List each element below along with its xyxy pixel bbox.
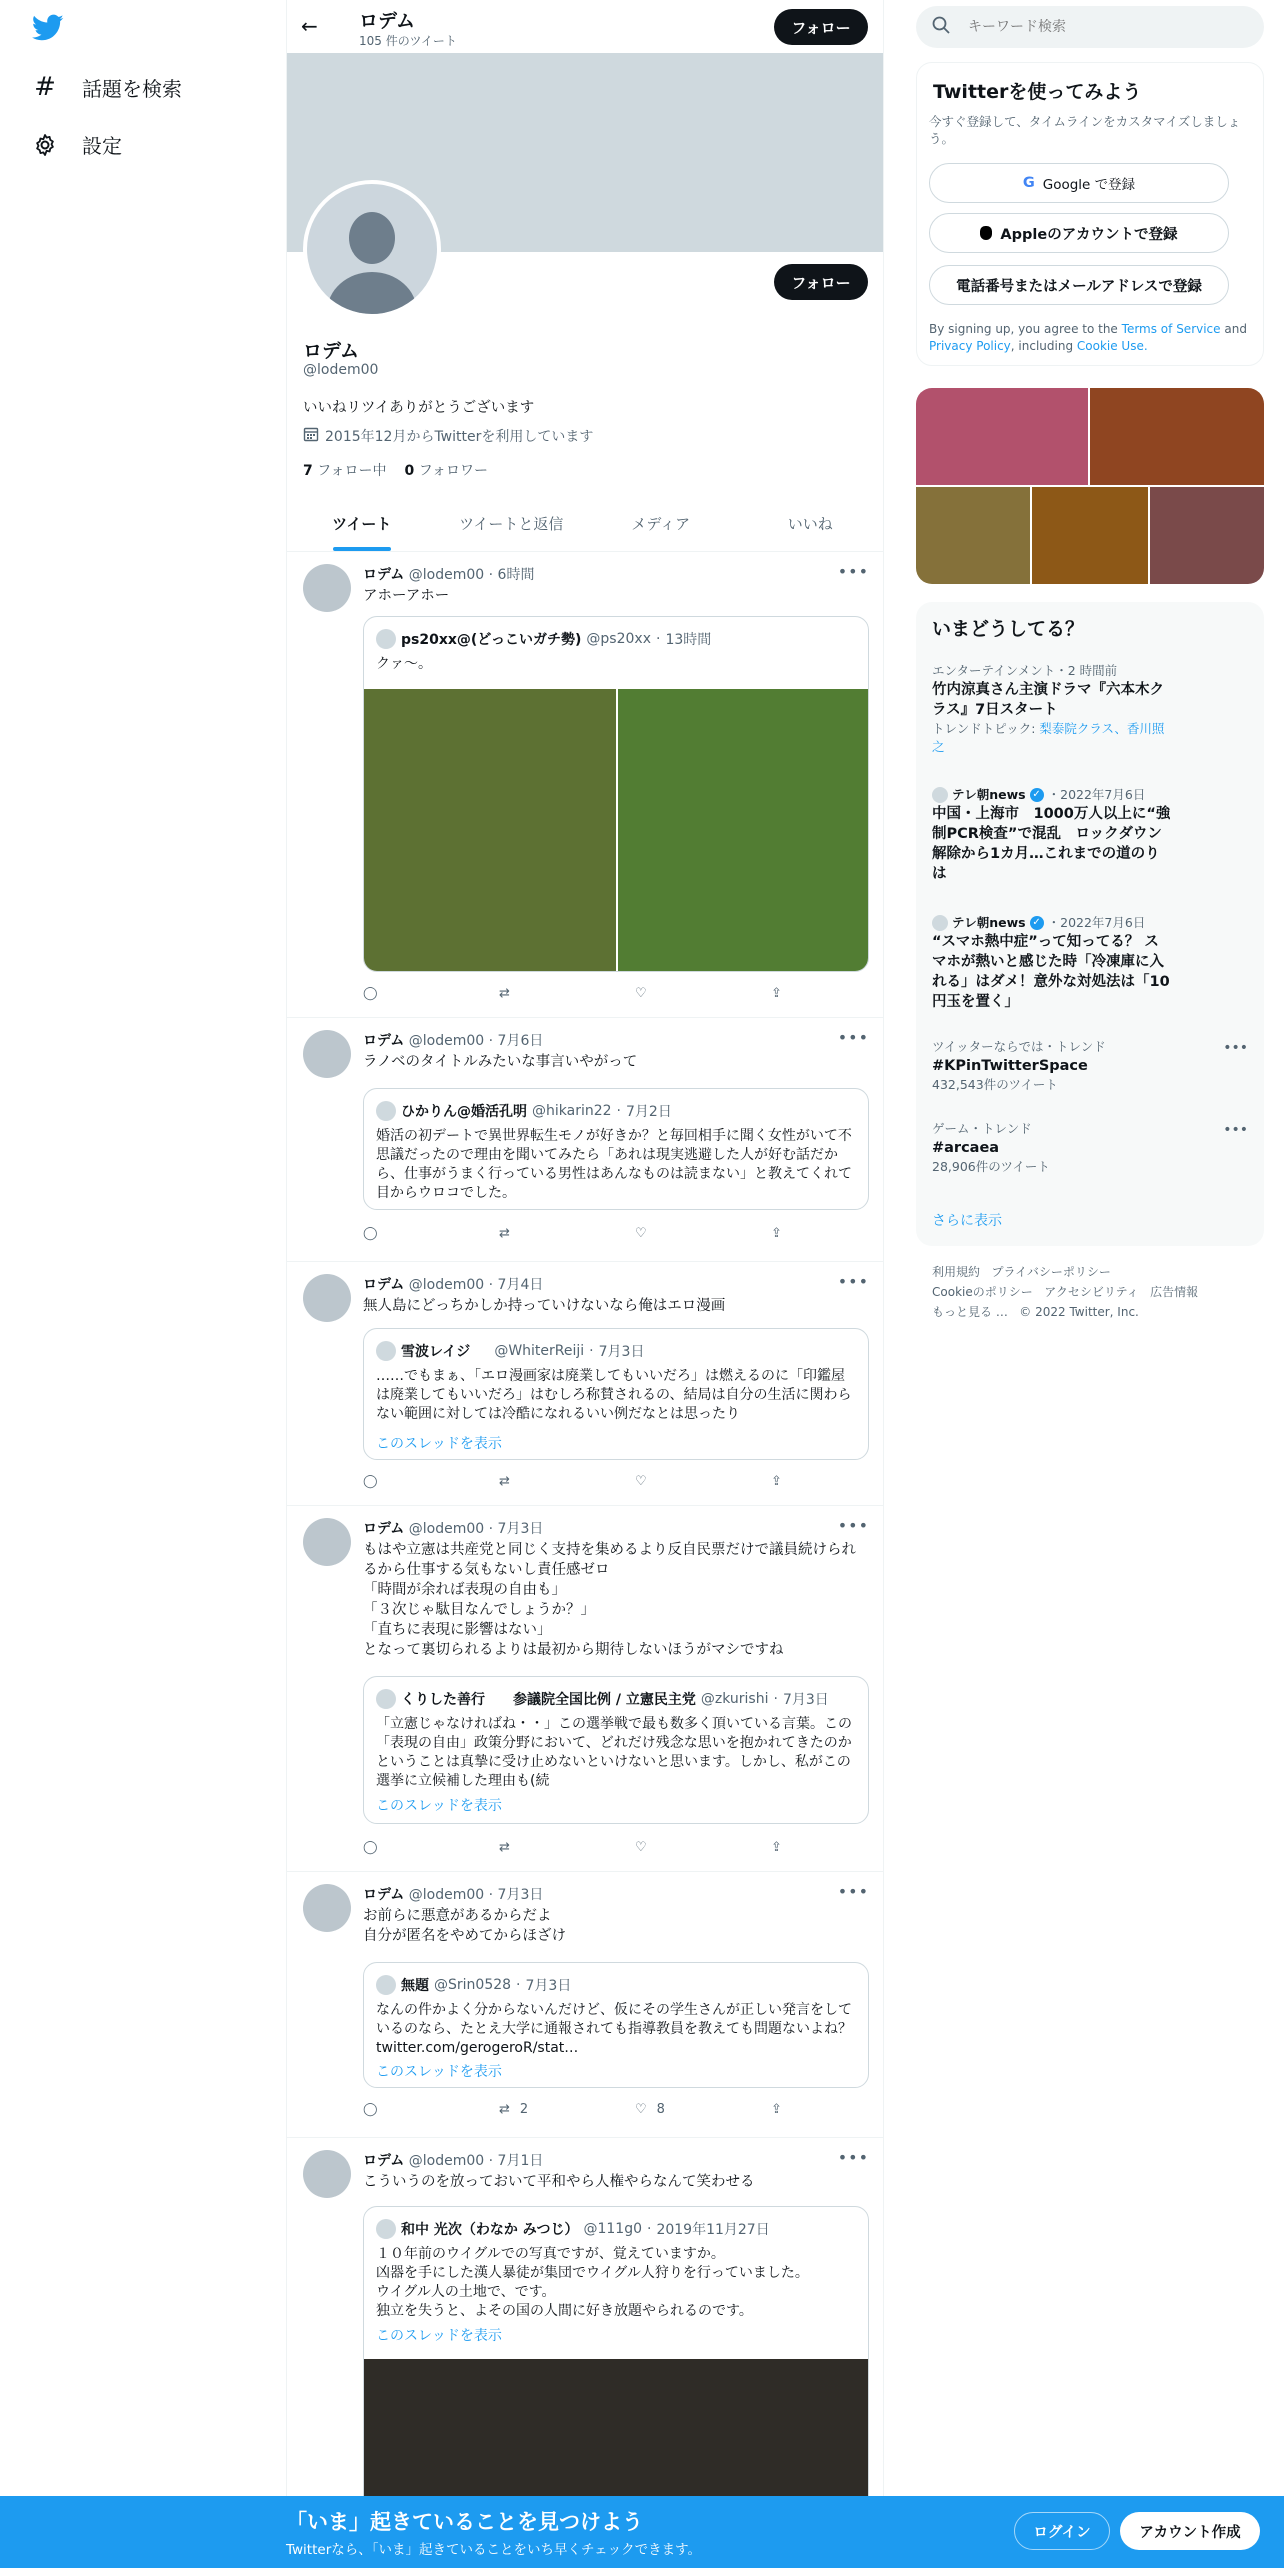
- google-icon: G: [1022, 175, 1035, 191]
- like-button[interactable]: [635, 2102, 665, 2117]
- signup-card: [916, 62, 1264, 366]
- trend-date: ・2022年7月6日: [1047, 787, 1146, 802]
- quote-author-handle: @WhiterReiji: [494, 1343, 585, 1359]
- tweet-author-name[interactable]: ロデム: [363, 1033, 405, 1049]
- reply-button[interactable]: [363, 1226, 378, 1241]
- search-input[interactable]: [968, 19, 1218, 35]
- followers-label: フォロワー: [418, 463, 489, 479]
- profile-handle: @lodem00: [303, 362, 379, 378]
- tab-tweets[interactable]: ツイート: [287, 496, 437, 551]
- show-thread-link[interactable]: このスレッドを表示: [376, 2328, 502, 2344]
- profile-follow-stats: [303, 460, 488, 480]
- share-icon: ⇪: [771, 2102, 782, 2117]
- reply-button[interactable]: [363, 1840, 378, 1855]
- quote-header: 雪波レイジ @WhiterReiji · 7月3日: [376, 1341, 644, 1361]
- profile-header: [287, 0, 884, 53]
- apple-signup-button[interactable]: [929, 213, 1229, 253]
- reply-button[interactable]: [363, 2102, 378, 2117]
- login-button[interactable]: ログイン: [1014, 2512, 1110, 2550]
- trend-category: ツイッターならでは・トレンド: [932, 1039, 1106, 1054]
- tweet[interactable]: [287, 552, 884, 1018]
- quote-author-name: ひかりん@婚活孔明: [401, 1104, 527, 1120]
- tweet-author-handle: @lodem00: [408, 567, 485, 583]
- tweet-author-handle: @lodem00: [408, 1887, 485, 1903]
- share-button[interactable]: [771, 1474, 782, 1489]
- quote-tweet[interactable]: [363, 1962, 869, 2088]
- profile-column: [286, 0, 884, 2568]
- reply-button[interactable]: [363, 1474, 378, 1489]
- tweet-header: ロデム @lodem00 · 7月3日: [363, 1521, 544, 1537]
- trend-title: 竹内涼真さん主演ドラマ『六本木クラス』7日スタート: [932, 682, 1164, 718]
- hashtag-icon: #: [34, 72, 56, 102]
- share-button[interactable]: [771, 2102, 782, 2117]
- quote-author-handle: @111g0: [583, 2221, 642, 2237]
- heart-icon: ♡: [635, 2102, 647, 2117]
- reply-icon: ◯: [363, 1226, 378, 1241]
- trend-topic-prefix: トレンドトピック:: [932, 721, 1040, 736]
- retweet-icon: ⇄: [499, 2102, 510, 2117]
- show-more-link[interactable]: さらに表示: [932, 1213, 1002, 1229]
- avatar: [376, 1341, 396, 1361]
- footer-more-link[interactable]: もっと見る …: [932, 1305, 1008, 1319]
- quote-author-name: 和中 光次（わなか みつじ）: [401, 2222, 579, 2238]
- following-stat[interactable]: [303, 460, 387, 480]
- phone-email-signup-button[interactable]: [929, 265, 1229, 305]
- share-icon: ⇪: [771, 1226, 782, 1241]
- retweet-button[interactable]: [499, 986, 510, 1001]
- heart-icon: ♡: [635, 1840, 647, 1855]
- quote-text: 「立憲じゃなければね・・」この選挙戦で最も数多く頂いている言葉。この「表現の自由」政策分野において、どれだけ残念な思いを抱かれてきたのかということは真摯に受け止めないといけないと思います。しかし、私がこの選挙に立候補した理由も(続: [376, 1716, 852, 1789]
- retweet-icon: ⇄: [499, 1840, 510, 1855]
- profile-joined-text: 2015年12月からTwitterを利用しています: [325, 429, 594, 445]
- quote-author-handle: @zkurishi: [700, 1691, 769, 1707]
- quote-author-name: 無題: [401, 1978, 429, 1994]
- media-grid: [916, 388, 1264, 584]
- nav-settings-label: 設定: [82, 134, 122, 158]
- trend-title: #arcaea: [932, 1140, 1000, 1156]
- tweet-time[interactable]: 7月3日: [497, 1887, 544, 1903]
- retweet-icon: ⇄: [499, 986, 510, 1001]
- footer-links: [932, 1262, 1252, 1322]
- like-button[interactable]: [635, 986, 647, 1001]
- tweet-actions: [363, 2102, 803, 2122]
- search-icon: [932, 16, 950, 38]
- signup-title: Twitterを使ってみよう: [933, 81, 1142, 103]
- calendar-icon: [303, 426, 319, 446]
- quote-tweet[interactable]: [363, 1328, 869, 1460]
- more-icon[interactable]: •••: [837, 1028, 869, 1047]
- quote-author-handle: @ps20xx: [586, 631, 651, 647]
- terms-and: and: [1224, 322, 1247, 336]
- quote-text: ……でもまぁ、「エロ漫画家は廃業してもいいだろ」は燃えるのに「印鑑屋は廃業してもいいだろ」はむしろ称賛されるの、結局は自分の生活に関わらない範囲に対しては冷酷になれるいい例だなとは思ったり: [376, 1368, 852, 1422]
- retweet-button[interactable]: [499, 1226, 510, 1241]
- retweet-icon: ⇄: [499, 1226, 510, 1241]
- trend-item[interactable]: [932, 1120, 1248, 1176]
- quote-header: ps20xx@(どっこいガチ勢) @ps20xx · 13時間: [376, 629, 711, 649]
- tab-tweets-replies[interactable]: ツイートと返信: [459, 515, 564, 533]
- trends-card: [916, 602, 1264, 1246]
- avatar[interactable]: [303, 1274, 351, 1322]
- tweet-header: ロデム @lodem00 · 7月6日: [363, 1033, 544, 1049]
- heart-icon: ♡: [635, 1226, 647, 1241]
- signup-terms: [929, 321, 1253, 355]
- tweet-header: ロデム @lodem00 · 7月1日: [363, 2153, 544, 2169]
- reply-icon: ◯: [363, 1840, 378, 1855]
- trend-title: “スマホ熱中症”って知ってる？ スマホが熱いと感じた時「冷凍庫に入れる」はダメ！意外な対処法は「10円玉を置く」: [932, 934, 1170, 1010]
- quote-text: なんの件かよく分からないんだけど、仮にその学生さんが正しい発言をしているのなら、たとえ大学に通報されても指導教員を教えても問題ないよね？ twitter.com/gerogeroR/stat…: [376, 2002, 852, 2056]
- create-account-button[interactable]: アカウント作成: [1120, 2512, 1260, 2550]
- quote-tweet[interactable]: [363, 1088, 869, 1210]
- footer-link[interactable]: アクセシビリティ: [1044, 1285, 1139, 1299]
- heart-icon: ♡: [635, 986, 647, 1001]
- trend-category: エンターテインメント・2 時間前: [932, 663, 1118, 678]
- search-box[interactable]: [916, 6, 1264, 48]
- avatar[interactable]: [303, 1518, 351, 1566]
- tweet-text: お前らに悪意があるからだよ 自分が匿名をやめてからほざけ: [363, 1908, 566, 1944]
- share-icon: ⇪: [771, 986, 782, 1001]
- more-icon[interactable]: •••: [1223, 1122, 1248, 1138]
- tweet-text: ラノベのタイトルみたいな事言いやがって: [363, 1054, 638, 1070]
- tweet[interactable]: [287, 1872, 884, 2138]
- tweet-author-name[interactable]: ロデム: [363, 1521, 405, 1537]
- like-button[interactable]: [635, 1474, 647, 1489]
- apple-signup-label: Appleのアカウントで登録: [1000, 226, 1178, 243]
- tweet-actions: [363, 1840, 803, 1860]
- nav-settings[interactable]: [30, 130, 122, 159]
- twitter-logo-icon[interactable]: [32, 14, 64, 42]
- trend-source-name: テレ朝news: [952, 787, 1026, 802]
- quote-header: 和中 光次（わなか みつじ） @111g0 · 2019年11月27日: [376, 2219, 770, 2239]
- more-icon[interactable]: •••: [837, 2148, 869, 2167]
- tweet-author-handle: @lodem00: [408, 2153, 485, 2169]
- back-arrow-icon[interactable]: ←: [301, 14, 318, 38]
- tweet-text: アホーアホー: [363, 588, 450, 604]
- tweet[interactable]: [287, 1262, 884, 1506]
- apple-icon: [980, 226, 992, 240]
- tab-media[interactable]: メディア: [631, 515, 691, 533]
- quote-time: 7月3日: [525, 1978, 572, 1994]
- quote-text: 婚活の初デートで異世界転生モノが好きか？と毎回相手に聞く女性がいて不思議だったので理由を聞いてみたら「あれは現実逃避した人が好む話だから、仕事がうまく行っている男性はあんなものは読まない」と教えてくれて目からウロコでした。: [376, 1128, 852, 1201]
- retweet-button[interactable]: [499, 2102, 528, 2117]
- avatar[interactable]: [303, 1884, 351, 1932]
- quote-media-image[interactable]: [364, 689, 616, 972]
- quote-time: 7月3日: [782, 1692, 829, 1708]
- terms-prefix: By signing up, you agree to the: [929, 322, 1118, 336]
- profile-name: ロデム: [303, 340, 360, 362]
- tweet-author-name[interactable]: ロデム: [363, 567, 405, 583]
- footer-link[interactable]: 利用規約: [932, 1265, 981, 1279]
- quote-author-handle: @Srin0528: [434, 1977, 512, 1993]
- quote-header: 無題 @Srin0528 · 7月3日: [376, 1975, 571, 1995]
- media-thumbnail[interactable]: [1090, 388, 1264, 485]
- media-thumbnail[interactable]: [1032, 487, 1148, 584]
- show-thread-link[interactable]: このスレッドを表示: [376, 2064, 502, 2080]
- nav-explore[interactable]: [30, 72, 182, 102]
- tweet-author-name[interactable]: ロデム: [363, 1887, 405, 1903]
- show-thread-link[interactable]: このスレッドを表示: [376, 1798, 502, 1814]
- tab-likes[interactable]: いいね: [787, 515, 833, 533]
- tweet-time[interactable]: 7月6日: [497, 1033, 544, 1049]
- tweet-author-handle: @lodem00: [408, 1033, 485, 1049]
- quote-header: くりした善行 参議院全国比例 / 立憲民主党 @zkurishi · 7月3日: [376, 1689, 829, 1709]
- more-icon[interactable]: •••: [837, 1882, 869, 1901]
- banner-subtitle: Twitterなら、「いま」起きていることをいち早くチェックできます。: [286, 2542, 702, 2558]
- profile-tabs: [287, 496, 884, 552]
- trend-item[interactable]: [932, 914, 1248, 1012]
- bottom-signup-banner: [0, 2496, 1284, 2568]
- show-thread-link[interactable]: このスレッドを表示: [376, 1436, 502, 1452]
- cookie-use-link[interactable]: Cookie Use.: [1076, 339, 1148, 353]
- tweet-actions: [363, 1226, 803, 1246]
- tweet-time[interactable]: 7月1日: [497, 2153, 544, 2169]
- quote-author-name: ps20xx@(どっこいガチ勢): [401, 632, 582, 648]
- privacy-policy-link[interactable]: Privacy Policy: [929, 339, 1011, 353]
- share-button[interactable]: [771, 986, 782, 1001]
- tweet[interactable]: [287, 1018, 884, 1262]
- profile-follow-button[interactable]: フォロー: [774, 264, 868, 300]
- header-tweet-count: 105 件のツイート: [359, 34, 457, 48]
- avatar: [932, 915, 948, 931]
- terms-of-service-link[interactable]: Terms of Service: [1121, 322, 1221, 336]
- retweet-icon: ⇄: [499, 1474, 510, 1489]
- share-button[interactable]: [771, 1226, 782, 1241]
- avatar[interactable]: [303, 2150, 351, 2198]
- tweet-text: もはや立憲は共産党と同じく支持を集めるより反自民票だけで議員続けられるから仕事する気もないし責任感ゼロ 「時間が余れば表現の自由も」 「３次じゃ駄目なんでしょうか？」 「直ちに表現に影響はない」 となって裏切られるよりは最初から期待しないほうがマシですね: [363, 1542, 856, 1658]
- tweet-author-name[interactable]: ロデム: [363, 1277, 405, 1293]
- avatar: [376, 1101, 396, 1121]
- footer-link[interactable]: プライバシーポリシー: [991, 1265, 1111, 1279]
- like-button[interactable]: [635, 1840, 647, 1855]
- quote-time: 7月2日: [626, 1104, 672, 1120]
- trend-title: 中国・上海市 1000万人以上に“強制PCR検査”で混乱 ロックダウン解除から1カ月…これまでの道のりは: [932, 806, 1171, 882]
- quote-text: クァ〜。: [376, 656, 432, 672]
- avatar[interactable]: [303, 564, 351, 612]
- share-icon: ⇪: [771, 1840, 782, 1855]
- tweet-header: ロデム @lodem00 · 6時間: [363, 567, 535, 583]
- quote-time: 13時間: [665, 632, 712, 648]
- avatar: [376, 1689, 396, 1709]
- banner-title: 「いま」起きていることを見つけよう: [286, 2510, 643, 2534]
- more-icon[interactable]: •••: [1223, 1040, 1248, 1056]
- profile-bio: いいねリツイありがとうございます: [303, 400, 535, 416]
- tweet-author-handle: @lodem00: [408, 1277, 485, 1293]
- trend-source-name: テレ朝news: [952, 915, 1026, 930]
- trend-source: [932, 786, 1248, 804]
- quote-media-image[interactable]: [618, 689, 869, 972]
- quote-tweet[interactable]: [363, 616, 869, 972]
- followers-stat[interactable]: [405, 460, 489, 480]
- trend-tweet-count: 28,906件のツイート: [932, 1159, 1050, 1174]
- header-name: ロデム: [359, 10, 416, 32]
- quote-time: 7月3日: [598, 1344, 645, 1360]
- media-thumbnail[interactable]: [1150, 487, 1264, 584]
- trends-title: いまどうしてる？: [932, 618, 1085, 640]
- footer-copyright: © 2022 Twitter, Inc.: [1019, 1305, 1139, 1319]
- nav-explore-label: 話題を検索: [82, 76, 182, 101]
- reply-button[interactable]: [363, 986, 378, 1001]
- phone-email-signup-label: 電話番号またはメールアドレスで登録: [956, 278, 1202, 295]
- following-count: 7: [303, 463, 313, 479]
- more-icon[interactable]: •••: [837, 562, 869, 581]
- avatar: [376, 2219, 396, 2239]
- tweet-text: こういうのを放っておいて平和やら人権やらなんて笑わせる: [363, 2174, 755, 2190]
- footer-link[interactable]: 広告情報: [1150, 1285, 1199, 1299]
- quote-tweet[interactable]: [363, 1676, 869, 1824]
- media-thumbnail[interactable]: [916, 487, 1030, 584]
- tweet-actions: [363, 986, 803, 1006]
- quote-text: １０年前のウイグルでの写真ですが、覚えていますか。 凶器を手にした漢人暴徒が集団でウイグル人狩りを行っていました。 ウイグル人の土地で、です。 独立を失うと、よその国の人間に好き放題やられるのです。: [376, 2246, 809, 2319]
- reply-icon: ◯: [363, 986, 378, 1001]
- tweet-time[interactable]: 7月3日: [497, 1521, 544, 1537]
- reply-icon: ◯: [363, 1474, 378, 1489]
- avatar: [376, 1975, 396, 1995]
- more-icon[interactable]: •••: [837, 1516, 869, 1535]
- quote-author-handle: @hikarin22: [532, 1103, 612, 1119]
- quote-author-name: くりした善行 参議院全国比例 / 立憲民主党: [401, 1692, 696, 1708]
- footer-link[interactable]: Cookieのポリシー: [932, 1285, 1033, 1299]
- media-thumbnail[interactable]: [916, 388, 1088, 485]
- quote-header: ひかりん@婚活孔明 @hikarin22 · 7月2日: [376, 1101, 672, 1121]
- retweet-button[interactable]: [499, 1840, 510, 1855]
- heart-icon: ♡: [635, 1474, 647, 1489]
- trend-date: ・2022年7月6日: [1047, 915, 1146, 930]
- tweet-author-handle: @lodem00: [408, 1521, 485, 1537]
- tweet-time[interactable]: 6時間: [497, 567, 535, 583]
- trend-source: [932, 914, 1248, 932]
- signup-desc: 今すぐ登録して、タイムラインをカスタマイズしましょう。: [929, 114, 1241, 146]
- trend-item[interactable]: [932, 1038, 1248, 1094]
- avatar: [932, 787, 948, 803]
- tweet-actions: [363, 1474, 803, 1494]
- tweet-text: 無人島にどっちかしか持っていけないなら俺はエロ漫画: [363, 1298, 726, 1314]
- google-signup-label: Google で登録: [1042, 177, 1136, 193]
- reply-icon: ◯: [363, 2102, 378, 2117]
- header-follow-button[interactable]: フォロー: [774, 9, 868, 45]
- retweet-count: 2: [519, 2102, 529, 2117]
- share-icon: ⇪: [771, 1474, 782, 1489]
- gear-icon: [30, 133, 60, 157]
- followers-count: 0: [404, 463, 415, 479]
- trend-item[interactable]: [932, 786, 1248, 884]
- tweet-author-name[interactable]: ロデム: [363, 2153, 405, 2169]
- like-count: 8: [656, 2102, 665, 2117]
- like-button[interactable]: [635, 1226, 647, 1241]
- quote-time: 2019年11月27日: [656, 2222, 770, 2238]
- tweet-time[interactable]: 7月4日: [497, 1277, 544, 1293]
- trend-topic: [932, 720, 1172, 756]
- trend-category: ゲーム・トレンド: [932, 1121, 1032, 1136]
- verified-badge-icon: ✓: [1030, 916, 1044, 930]
- tweet-header: ロデム @lodem00 · 7月4日: [363, 1277, 544, 1293]
- quote-author-name: 雪波レイジ: [401, 1344, 471, 1360]
- avatar[interactable]: [303, 1030, 351, 1078]
- share-button[interactable]: [771, 1840, 782, 1855]
- avatar: [376, 629, 396, 649]
- following-label: フォロー中: [317, 463, 387, 479]
- profile-joined: [303, 426, 593, 446]
- trend-tweet-count: 432,543件のツイート: [932, 1077, 1058, 1092]
- google-signup-button[interactable]: [929, 163, 1229, 203]
- terms-including: , including: [1010, 339, 1074, 353]
- more-icon[interactable]: •••: [837, 1272, 869, 1291]
- trend-topic-link[interactable]: 梨泰院クラス、香川照之: [932, 721, 1165, 754]
- profile-avatar[interactable]: [303, 180, 441, 318]
- trend-title: #KPinTwitterSpace: [932, 1058, 1088, 1074]
- tweet[interactable]: [287, 1506, 884, 1872]
- verified-badge-icon: ✓: [1030, 788, 1044, 802]
- trend-item[interactable]: [932, 662, 1248, 756]
- tweet-header: ロデム @lodem00 · 7月3日: [363, 1887, 544, 1903]
- retweet-button[interactable]: [499, 1474, 510, 1489]
